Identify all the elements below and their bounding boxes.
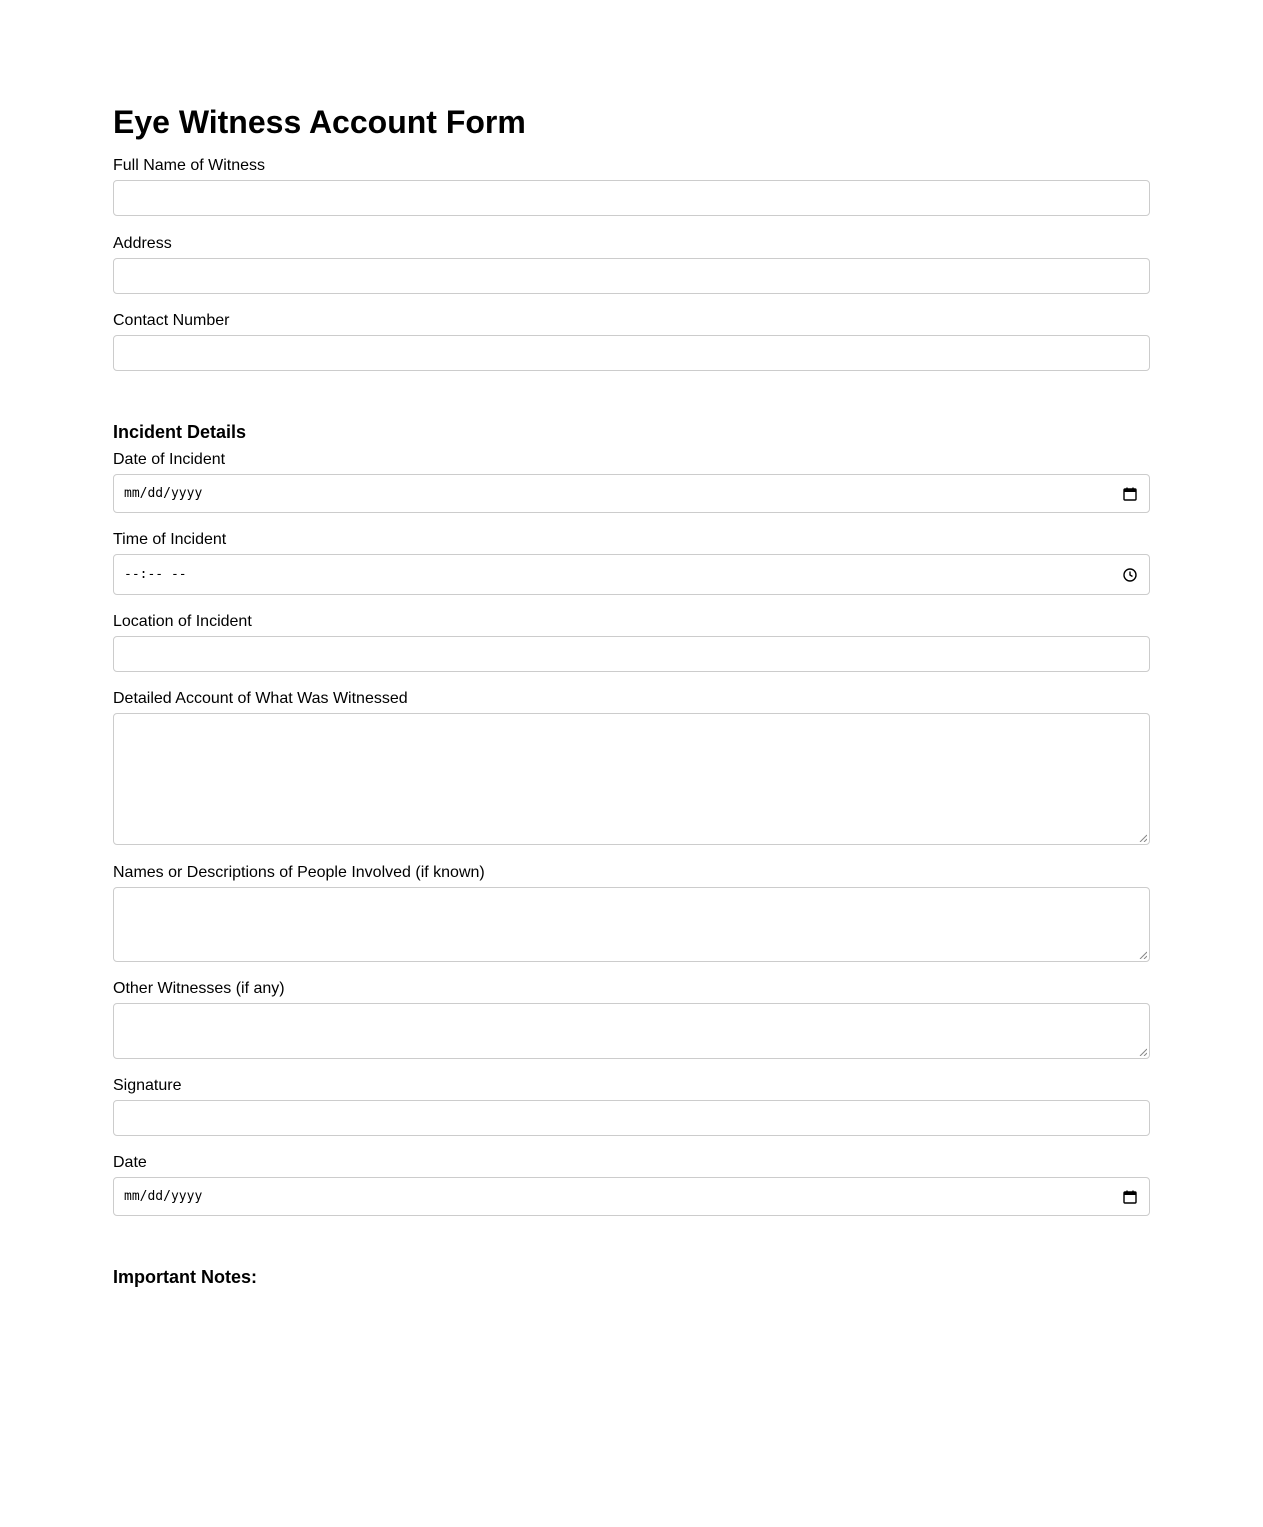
resize-handle-icon[interactable]	[1139, 834, 1147, 842]
signature-label: Signature	[113, 1077, 182, 1094]
signature-date-input[interactable]	[113, 1177, 1150, 1216]
full-name-input[interactable]	[113, 180, 1150, 216]
incident-location-label: Location of Incident	[113, 613, 252, 630]
incident-time-placeholder: --:-- --	[124, 567, 187, 582]
other-witnesses-label: Other Witnesses (if any)	[113, 980, 285, 997]
incident-date-placeholder: mm/dd/yyyy	[124, 486, 203, 501]
account-label: Detailed Account of What Was Witnessed	[113, 690, 408, 707]
incident-details-heading: Incident Details	[113, 422, 247, 442]
other-witnesses-textarea[interactable]	[113, 1003, 1150, 1059]
important-notes-heading: Important Notes:	[113, 1267, 257, 1287]
address-input[interactable]	[113, 258, 1150, 294]
calendar-icon[interactable]	[1123, 1190, 1137, 1204]
signature-date-placeholder: mm/dd/yyyy	[124, 1189, 203, 1204]
page-title: Eye Witness Account Form	[113, 104, 526, 140]
contact-number-input[interactable]	[113, 335, 1150, 371]
calendar-icon[interactable]	[1123, 487, 1137, 501]
resize-handle-icon[interactable]	[1139, 1048, 1147, 1056]
resize-handle-icon[interactable]	[1139, 951, 1147, 959]
incident-date-label: Date of Incident	[113, 451, 226, 468]
signature-date-label: Date	[113, 1154, 147, 1171]
people-involved-label: Names or Descriptions of People Involved (if known)	[113, 864, 485, 881]
full-name-label: Full Name of Witness	[113, 157, 266, 174]
address-label: Address	[113, 235, 172, 252]
account-textarea[interactable]	[113, 713, 1150, 845]
incident-location-input[interactable]	[113, 636, 1150, 672]
signature-input[interactable]	[113, 1100, 1150, 1136]
people-involved-textarea[interactable]	[113, 887, 1150, 962]
incident-date-input[interactable]	[113, 474, 1150, 513]
incident-time-label: Time of Incident	[113, 531, 227, 548]
contact-number-label: Contact Number	[113, 312, 230, 329]
clock-icon[interactable]	[1123, 568, 1137, 582]
incident-time-input[interactable]	[113, 554, 1150, 595]
